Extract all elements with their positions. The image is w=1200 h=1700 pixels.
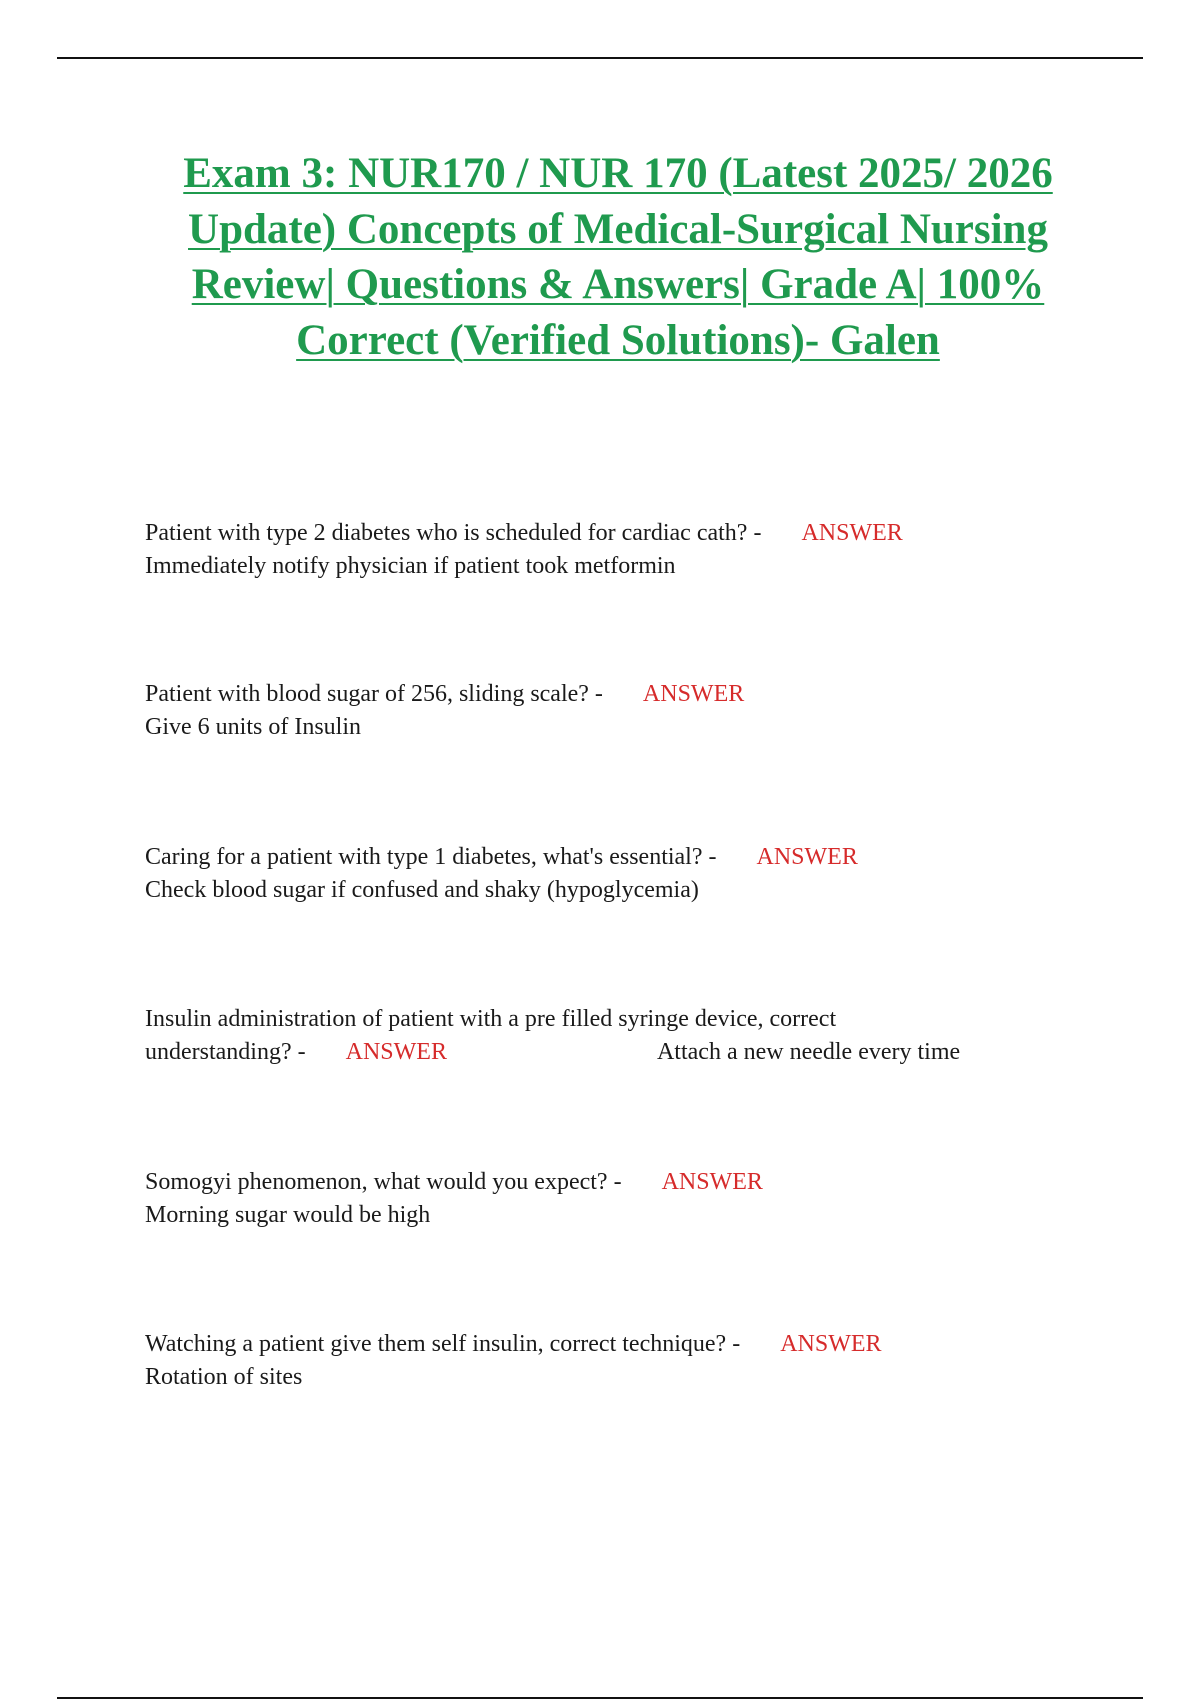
question-text: Watching a patient give them self insulin, correct technique? - xyxy=(145,1331,741,1357)
answer-text: Immediately notify physician if patient took metformin xyxy=(145,553,676,579)
document-title: Exam 3: NUR170 / NUR 170 (Latest 2025/ 2026 Update) Concepts of Medical-Surgical Nursing Review| Questions & Answers| Grade A| 100% Correct (Verified Solutions)- Galen xyxy=(183,150,1053,364)
question-text: Patient with type 2 diabetes who is scheduled for cardiac cath? - xyxy=(145,520,762,546)
question-text: understanding? - xyxy=(145,1039,306,1065)
question-text: Somogyi phenomenon, what would you expect? - xyxy=(145,1169,622,1195)
question-line xyxy=(145,1328,1095,1361)
qa-item xyxy=(145,1003,1095,1069)
answer-text: Rotation of sites xyxy=(145,1364,303,1390)
answer-text: Attach a new needle every time xyxy=(656,1039,961,1065)
question-line xyxy=(145,1166,1095,1199)
question-text: Insulin administration of patient with a pre filled syringe device, correct xyxy=(145,1006,837,1032)
question-text: Caring for a patient with type 1 diabetes, what's essential? - xyxy=(145,844,717,870)
question-line xyxy=(145,678,1095,711)
question-text: Patient with blood sugar of 256, sliding scale? - xyxy=(145,681,603,707)
top-divider xyxy=(57,57,1143,59)
answer-text: Morning sugar would be high xyxy=(145,1202,431,1228)
question-line xyxy=(145,841,1095,874)
answer-label: ANSWER xyxy=(801,520,903,546)
qa-item xyxy=(145,1328,1095,1394)
answer-label: ANSWER xyxy=(756,844,858,870)
qa-item xyxy=(145,678,1095,744)
qa-item xyxy=(145,517,1095,583)
answer-text: Check blood sugar if confused and shaky (hypoglycemia) xyxy=(145,877,699,903)
answer-label: ANSWER xyxy=(780,1331,882,1357)
question-line xyxy=(145,517,1095,550)
answer-label: ANSWER xyxy=(345,1039,447,1065)
bottom-divider xyxy=(57,1697,1143,1699)
answer-text: Give 6 units of Insulin xyxy=(145,714,361,740)
answer-label: ANSWER xyxy=(642,681,745,707)
answer-label: ANSWER xyxy=(661,1169,763,1195)
qa-item xyxy=(145,841,1095,907)
question-line xyxy=(145,1036,1095,1069)
qa-item xyxy=(145,1166,1095,1232)
